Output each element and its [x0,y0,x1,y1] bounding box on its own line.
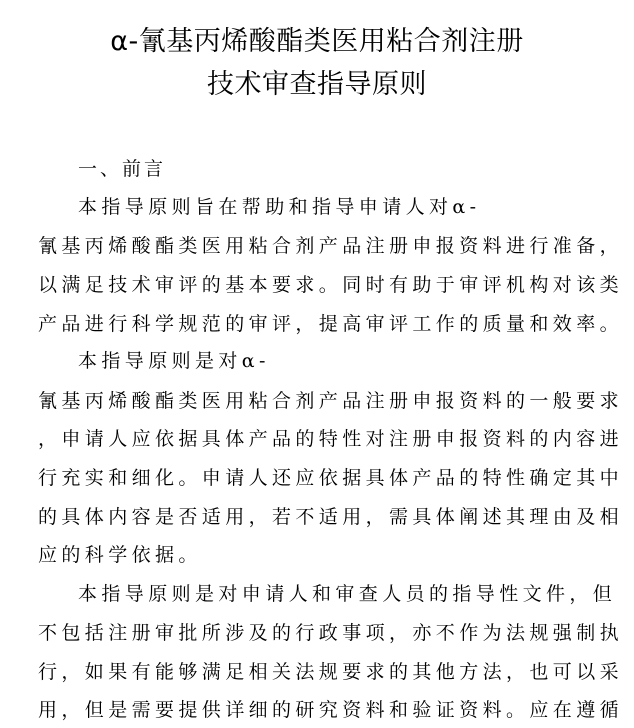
paragraph-line: 氰基丙烯酸酯类医用粘合剂产品注册申报资料进行准备， [38,235,624,257]
paragraph-line: 不包括注册审批所涉及的行政事项，亦不作为法规强制执 [38,622,624,644]
paragraph-line: 产品进行科学规范的审评，提高审评工作的质量和效率。 [38,313,624,335]
paragraph-line: 以满足技术审评的基本要求。同时有助于审评机构对该类 [38,274,624,296]
paragraph-line: 氰基丙烯酸酯类医用粘合剂产品注册申报资料的一般要求 [38,390,624,412]
paragraph-line: 应的科学依据。 [38,544,202,566]
document-title-line-2: 技术审查指导原则 [207,69,427,100]
paragraph-line: 行充实和细化。申请人还应依据具体产品的特性确定其中 [38,467,624,489]
paragraph-line: 本指导原则旨在帮助和指导申请人对α- [78,196,481,218]
paragraph-line: 本指导原则是对α- [78,350,270,372]
paragraph-line: 用，但是需要提供详细的研究资料和验证资料。应在遵循 [38,699,624,721]
document-title-line-1: α-氰基丙烯酸酯类医用粘合剂注册 [110,26,524,57]
paragraph-line: 行，如果有能够满足相关法规要求的其他方法，也可以采 [38,661,624,683]
paragraph-line: 的具体内容是否适用，若不适用，需具体阐述其理由及相 [38,506,624,528]
paragraph-line: ，申请人应依据具体产品的特性对注册申报资料的内容进 [38,428,624,450]
paragraph-line: 本指导原则是对申请人和审查人员的指导性文件，但 [78,583,617,605]
section-heading-preface: 一、前言 [78,158,167,180]
